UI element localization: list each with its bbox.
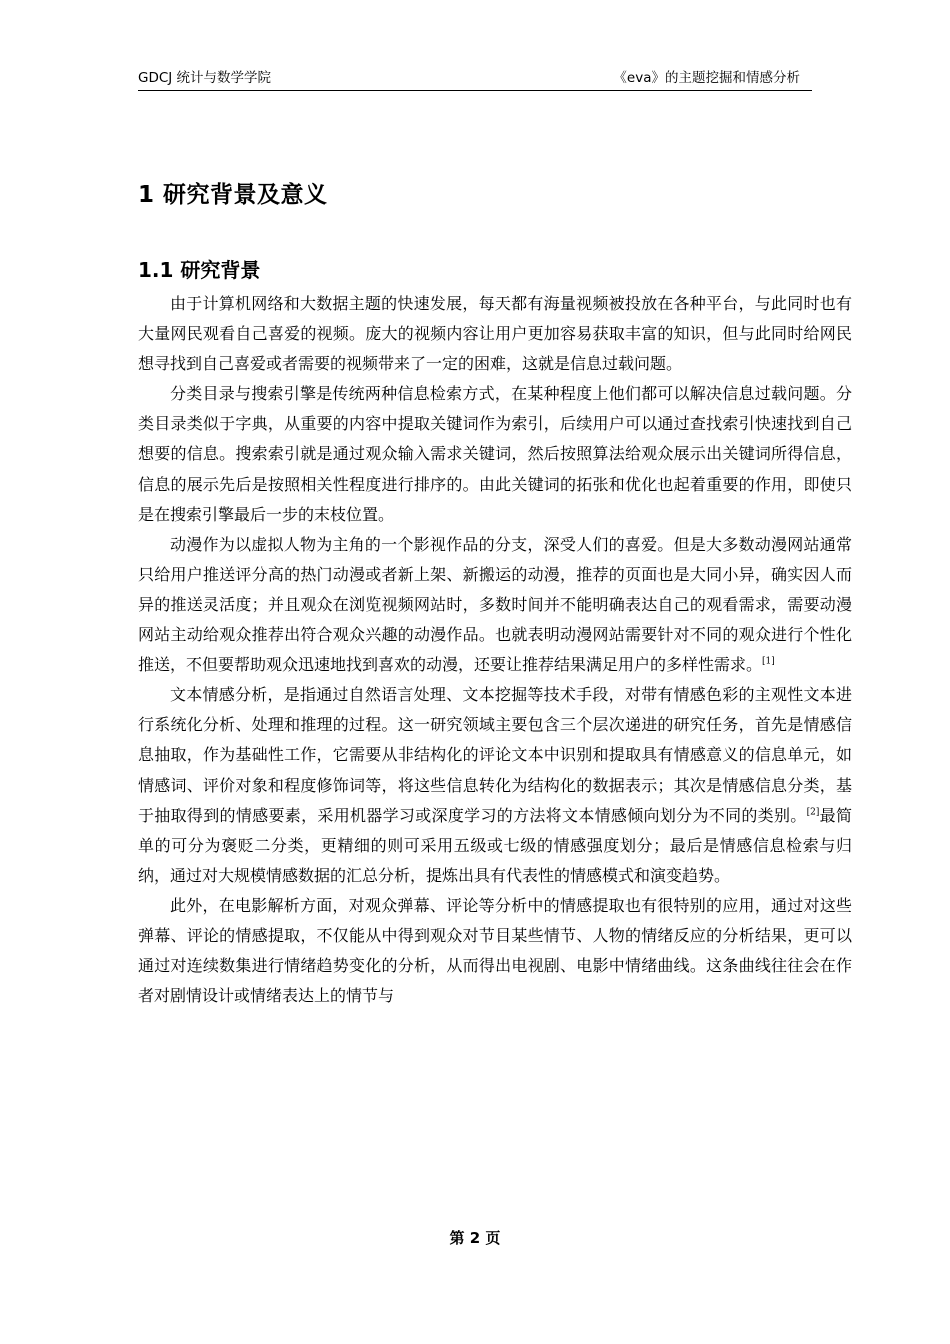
paragraph-4 xyxy=(138,680,852,891)
header-institution: GDCJ 统计与数学学院 xyxy=(138,70,272,86)
subsection-title: 1.1 研究背景 xyxy=(138,258,261,282)
paragraph-3 xyxy=(138,530,852,680)
page-number: 第 2 页 xyxy=(449,1229,501,1247)
paragraph-1: 由于计算机网络和大数据主题的快速发展，每天都有海量视频被投放在各种平台，与此同时也有大量网民观看自己喜爱的视频。庞大的视频内容让用户更加容易获取丰富的知识，但与此同时给网民想寻找到自己喜爱或者需要的视频带来了一定的困难，这就是信息过载问题。 xyxy=(138,294,852,374)
paragraph-4-text-b: 最简单的可分为褒贬二分类，更精细的则可采用五级或七级的情感强度划分；最后是情感信息检索与归纳，通过对大规模情感数据的汇总分析，提炼出具有代表性的情感模式和演变趋势。 xyxy=(138,805,852,885)
section-title: 1 研究背景及意义 xyxy=(138,182,328,208)
citation-2: [2] xyxy=(806,807,820,818)
paragraph-5: 此外，在电影解析方面，对观众弹幕、评论等分析中的情感提取也有很特别的应用，通过对这些弹幕、评论的情感提取，不仅能从中得到观众对节目某些情节、人物的情绪反应的分析结果，更可以通过对连续数集进行情绪趋势变化的分析，从而得出电视剧、电影中情绪曲线。这条曲线往往会在作者对剧情设计或情绪表达上的情节与 xyxy=(138,895,852,1006)
paragraph-3-text: 动漫作为以虚拟人物为主角的一个影视作品的分支，深受人们的喜爱。但是大多数动漫网站通常只给用户推送评分高的热门动漫或者新上架、新搬运的动漫，推荐的页面也是大同小异，确实因人而异的推送灵活度；并且观众在浏览视频网站时，多数时间并不能明确表达自己的观看需求，需要动漫网站主动给观众推荐出符合观众兴趣的动漫作品。也就表明动漫网站需要针对不同的观众进行个性化推送，不但要帮助观众迅速地找到喜欢的动漫，还要让推荐结果满足用户的多样性需求。 xyxy=(138,534,852,675)
header-paper-title: 《eva》的主题挖掘和情感分析 xyxy=(613,70,800,86)
paragraph-4-text-a: 文本情感分析，是指通过自然语言处理、文本挖掘等技术手段，对带有情感色彩的主观性文本进行系统化分析、处理和推理的过程。这一研究领域主要包含三个层次递进的研究任务，首先是情感信息抽取，作为基础性工作，它需要从非结构化的评论文本中识别和提取具有情感意义的信息单元，如情感词、评价对象和程度修饰词等，将这些信息转化为结构化的数据表示；其次是情感信息分类，基于抽取得到的情感要素，采用机器学习或深度学习的方法将文本情感倾向划分为不同的类别。 xyxy=(138,685,852,825)
page-header xyxy=(138,64,812,91)
body-text xyxy=(138,289,852,1011)
citation-1: [1] xyxy=(762,656,775,667)
paragraph-2: 分类目录与搜索引擎是传统两种信息检索方式，在某种程度上他们都可以解决信息过载问题。分类目录类似于字典，从重要的内容中提取关键词作为索引，后续用户可以通过查找索引快速找到自己想要的信息。搜索索引就是通过观众输入需求关键词，然后按照算法给观众展示出关键词所得信息，信息的展示先后是按照相关性程度进行排序的。由此关键词的拓张和优化也起着重要的作用，即使只是在搜索引擎最后一步的末枝位置。 xyxy=(138,384,852,524)
